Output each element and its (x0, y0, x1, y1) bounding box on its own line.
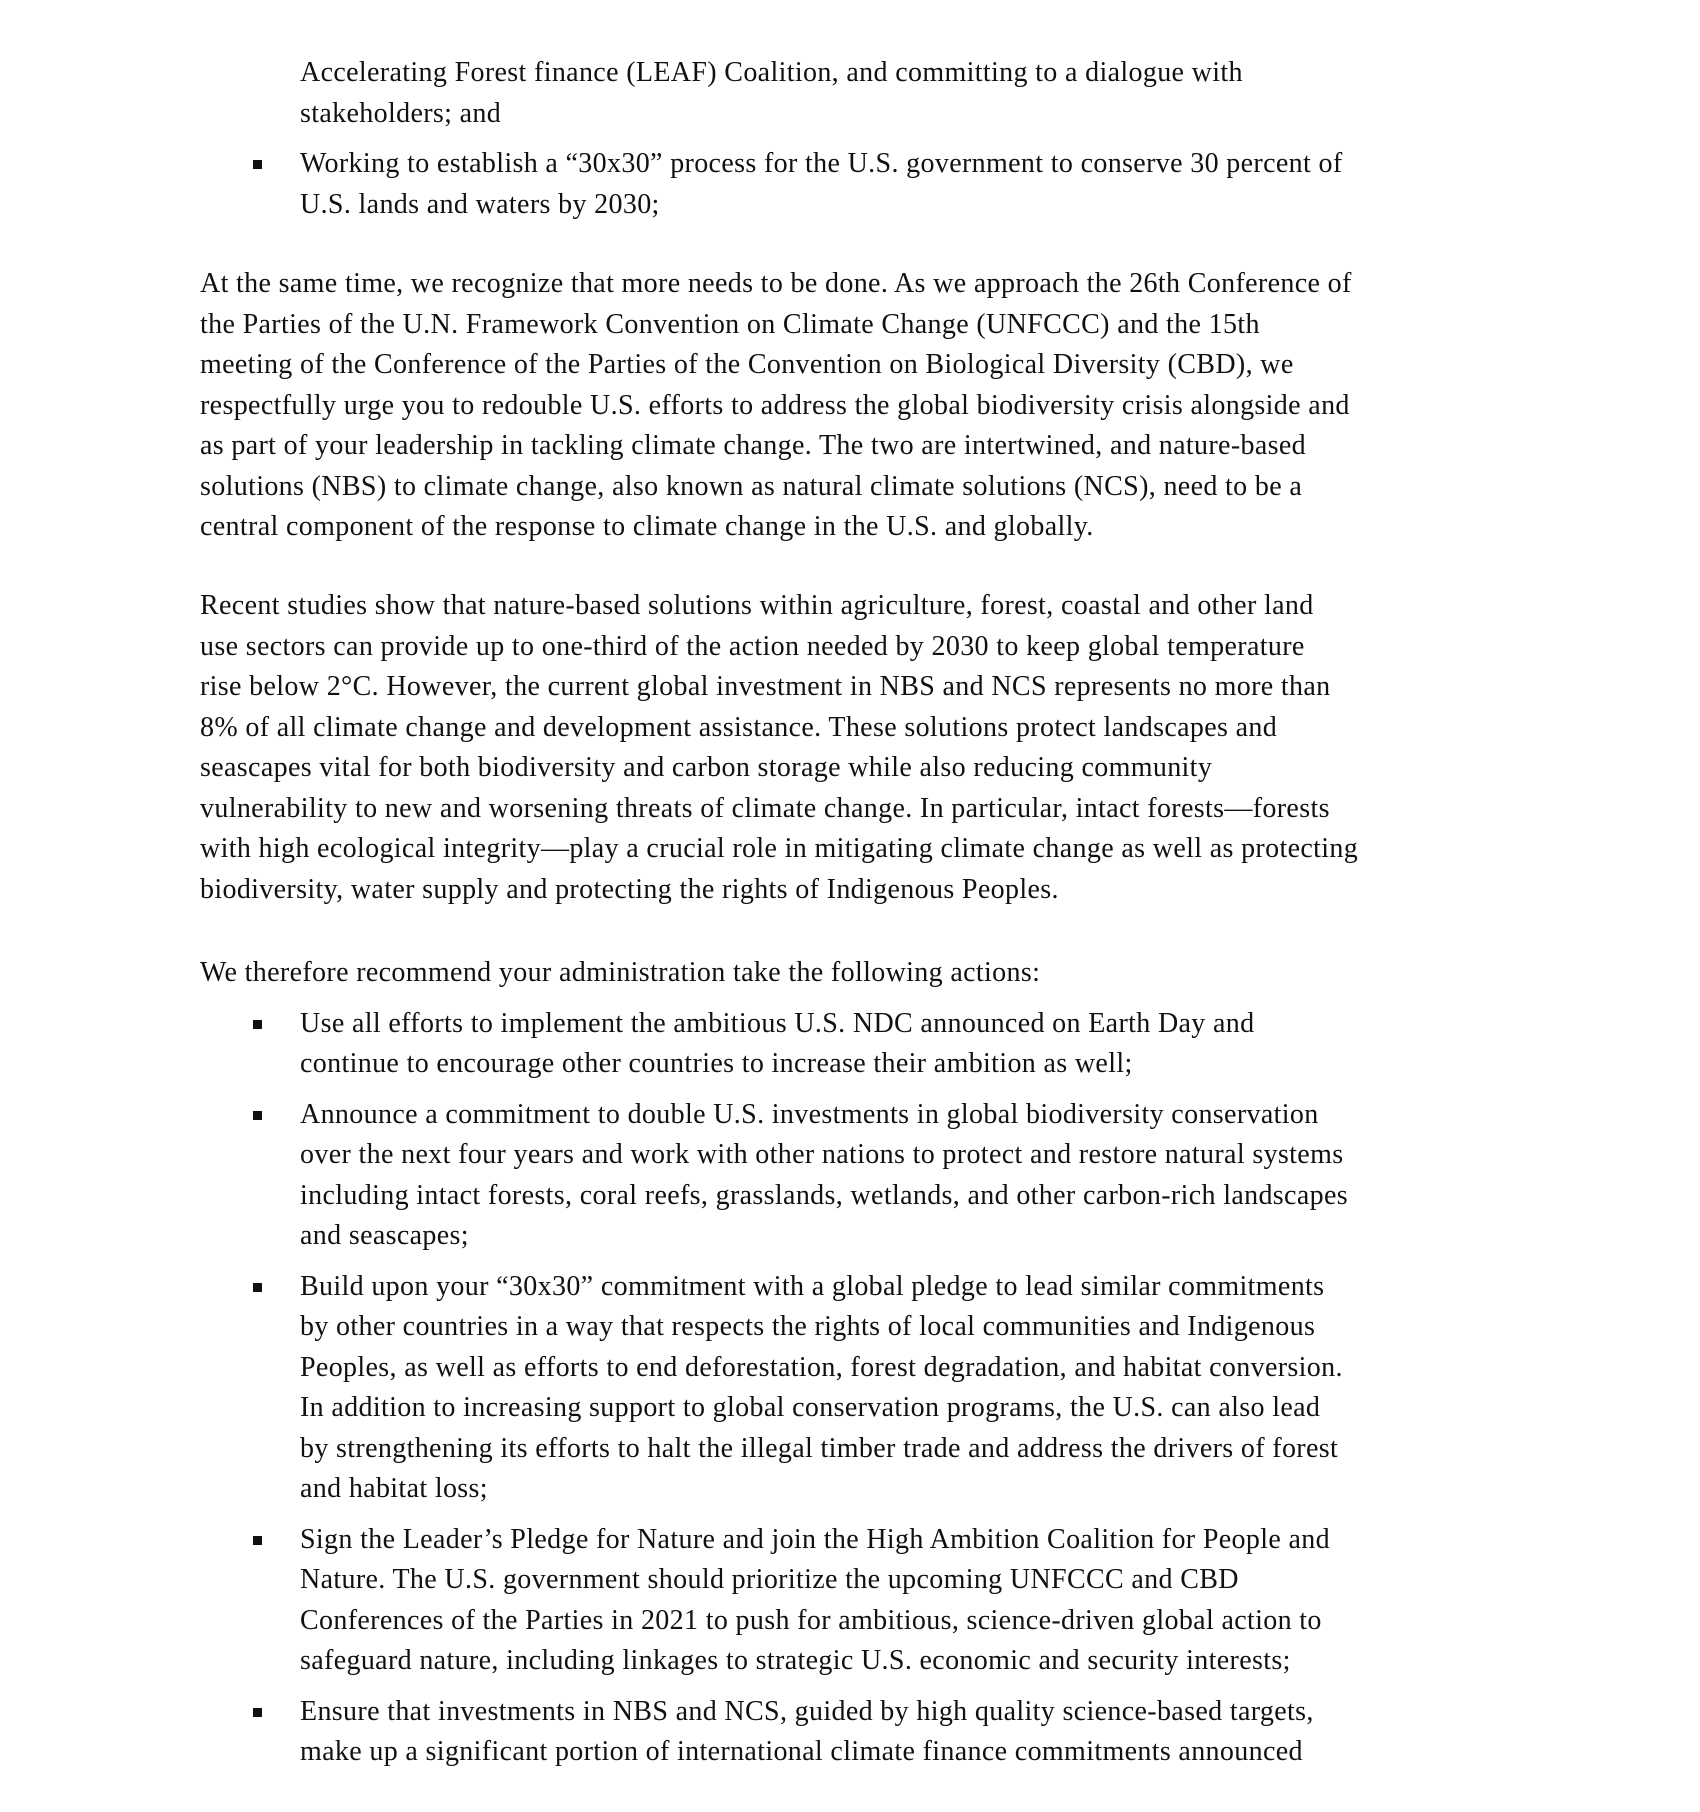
text-line: use sectors can provide up to one-third of the action needed by 2030 to keep global temperature (200, 630, 1305, 662)
text-line: including intact forests, coral reefs, grasslands, wetlands, and other carbon-rich landscapes (300, 1179, 1348, 1211)
text-line: as part of your leadership in tackling climate change. The two are intertwined, and nature-based (200, 430, 1307, 461)
continued-bullet-list (200, 53, 1540, 225)
text-line: by strengthening its efforts to halt the illegal timber trade and address the drivers of forest (300, 1432, 1339, 1464)
text-line: Use all efforts to implement the ambitious U.S. NDC announced on Earth Day and (300, 1007, 1255, 1039)
recommendation-item-global-pledge (200, 1267, 1540, 1510)
text-line: respectfully urge you to redouble U.S. efforts to address the global biodiversity crisis alongside and (200, 389, 1350, 421)
square-bullet-icon (253, 160, 262, 169)
square-bullet-icon (253, 1020, 262, 1029)
bullet-item-leaf-coalition (200, 53, 1540, 134)
square-bullet-icon (253, 1708, 262, 1717)
text-line: continue to encourage other countries to increase their ambition as well; (300, 1048, 1133, 1079)
text-line: Announce a commitment to double U.S. investments in global biodiversity conservation (300, 1098, 1319, 1130)
text-line: seascapes vital for both biodiversity and carbon storage while also reducing community (200, 752, 1213, 783)
square-bullet-icon (253, 1111, 262, 1120)
text-line: Conferences of the Parties in 2021 to push for ambitious, science-driven global action to (300, 1604, 1322, 1636)
text-line: rise below 2°C. However, the current global investment in NBS and NCS represents no more than (200, 671, 1331, 702)
paragraph-more-needs-done (200, 264, 1540, 548)
text-line: We therefore recommend your administration take the following actions: (200, 957, 1041, 988)
bullet-item-30x30-process (200, 144, 1540, 225)
text-line: with high ecological integrity—play a crucial role in mitigating climate change as well as protecting (200, 833, 1359, 864)
text-line: make up a significant portion of international climate finance commitments announced (300, 1736, 1303, 1767)
text-line: Working to establish a “30x30” process for the U.S. government to conserve 30 percent of (300, 148, 1343, 179)
text-line: the Parties of the U.N. Framework Convention on Climate Change (UNFCCC) and the 15th (200, 308, 1260, 340)
text-line: central component of the response to climate change in the U.S. and globally. (200, 511, 1094, 542)
text-line: safeguard nature, including linkages to strategic U.S. economic and security interests; (300, 1645, 1291, 1676)
text-line: by other countries in a way that respects the rights of local communities and Indigenous (300, 1311, 1316, 1342)
text-line: Peoples, as well as efforts to end deforestation, forest degradation, and habitat conversion. (300, 1351, 1343, 1383)
recommendation-item-leaders-pledge (200, 1520, 1540, 1682)
text-line: Accelerating Forest finance (LEAF) Coalition, and committing to a dialogue with (300, 57, 1243, 88)
text-line: Build upon your “30x30” commitment with a global pledge to lead similar commitments (300, 1270, 1325, 1302)
text-line: over the next four years and work with other nations to protect and restore natural systems (300, 1139, 1344, 1170)
text-line: and habitat loss; (300, 1473, 488, 1504)
page-content (200, 53, 1540, 1773)
square-bullet-icon (253, 1283, 262, 1292)
text-line: Recent studies show that nature-based solutions within agriculture, forest, coastal and other land (200, 590, 1314, 621)
text-line: 8% of all climate change and development assistance. These solutions protect landscapes and (200, 711, 1278, 743)
text-line: Nature. The U.S. government should prioritize the upcoming UNFCCC and CBD (300, 1564, 1239, 1595)
paragraph-recommendations-intro (200, 953, 1540, 994)
text-line: meeting of the Conference of the Parties of the Convention on Biological Diversity (CBD), we (200, 349, 1294, 380)
text-line: solutions (NBS) to climate change, also known as natural climate solutions (NCS), need to be a (200, 470, 1303, 502)
text-line: U.S. lands and waters by 2030; (300, 188, 660, 220)
square-bullet-icon (253, 1536, 262, 1545)
recommendation-item-climate-finance (200, 1692, 1540, 1773)
text-line: biodiversity, water supply and protecting the rights of Indigenous Peoples. (200, 873, 1059, 905)
paragraph-recent-studies (200, 586, 1540, 910)
text-line: Sign the Leader’s Pledge for Nature and join the High Ambition Coalition for People and (300, 1523, 1330, 1555)
text-line: stakeholders; and (300, 97, 502, 129)
text-line: vulnerability to new and worsening threats of climate change. In particular, intact forests—forests (200, 792, 1330, 824)
text-line: Ensure that investments in NBS and NCS, guided by high quality science-based targets, (300, 1695, 1314, 1727)
text-line: In addition to increasing support to global conservation programs, the U.S. can also lead (300, 1392, 1321, 1423)
recommendations-list (200, 1004, 1540, 1773)
recommendation-item-double-investments (200, 1095, 1540, 1257)
recommendation-item-ndc (200, 1004, 1540, 1085)
text-line: At the same time, we recognize that more needs to be done. As we approach the 26th Conference of (200, 268, 1352, 299)
text-line: and seascapes; (300, 1220, 469, 1251)
